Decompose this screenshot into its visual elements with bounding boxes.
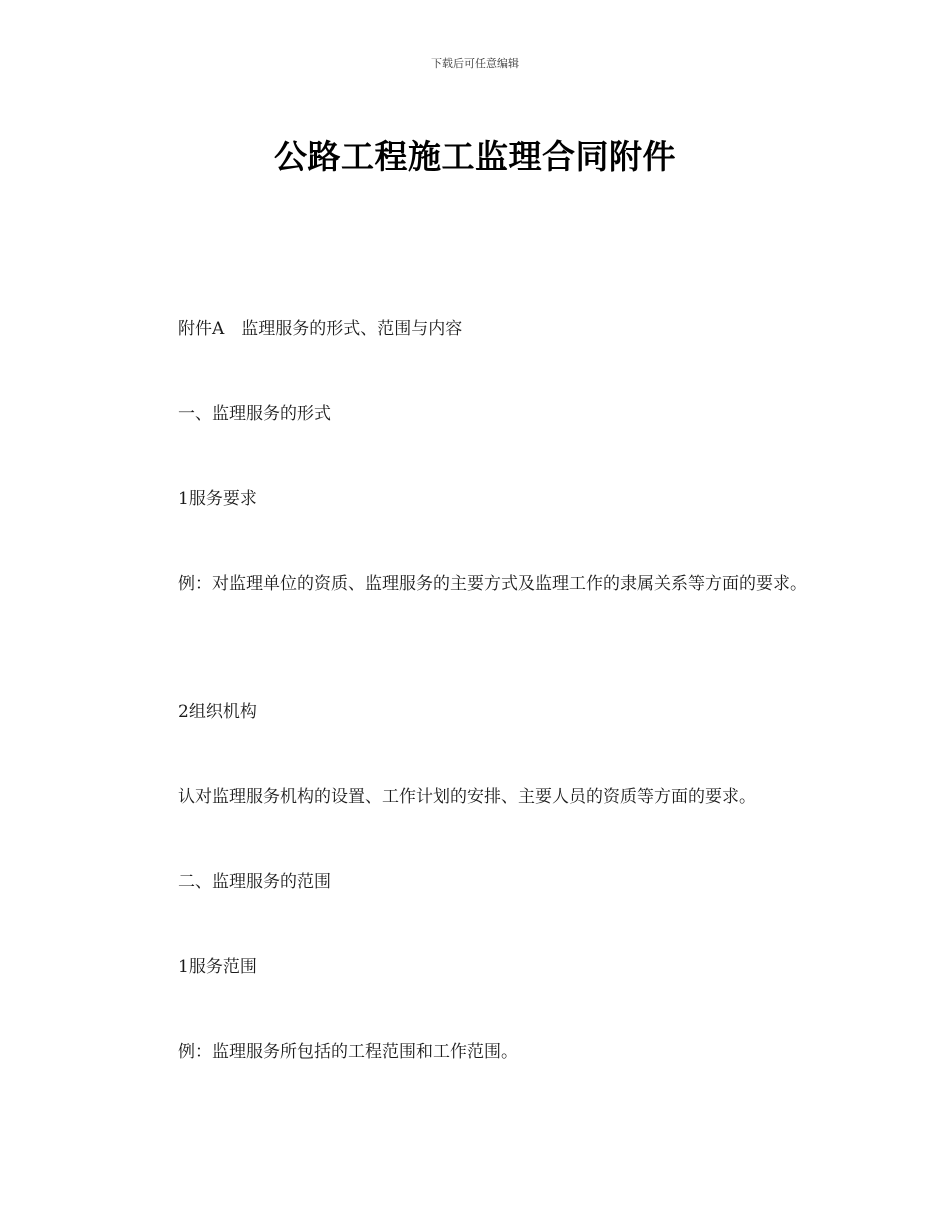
appendix-heading: 附件A 监理服务的形式、范围与内容 <box>178 319 463 339</box>
subheading-organization: 2组织机构 <box>178 702 257 722</box>
section-heading-scope: 二、监理服务的范围 <box>178 872 331 892</box>
subheading-service-scope: 1服务范围 <box>178 957 257 977</box>
paragraph-service-requirements-example: 例：对监理单位的资质、监理服务的主要方式及监理工作的隶属关系等方面的要求。 <box>178 574 807 594</box>
paragraph-organization-description: 认对监理服务机构的设置、工作计划的安排、主要人员的资质等方面的要求。 <box>178 787 756 807</box>
subheading-service-requirements: 1服务要求 <box>178 489 257 509</box>
section-heading-form: 一、监理服务的形式 <box>178 404 331 424</box>
page-header-note: 下载后可任意编辑 <box>431 57 519 70</box>
paragraph-service-scope-example: 例：监理服务所包括的工程范围和工作范围。 <box>178 1042 518 1062</box>
document-title: 公路工程施工监理合同附件 <box>274 137 676 177</box>
